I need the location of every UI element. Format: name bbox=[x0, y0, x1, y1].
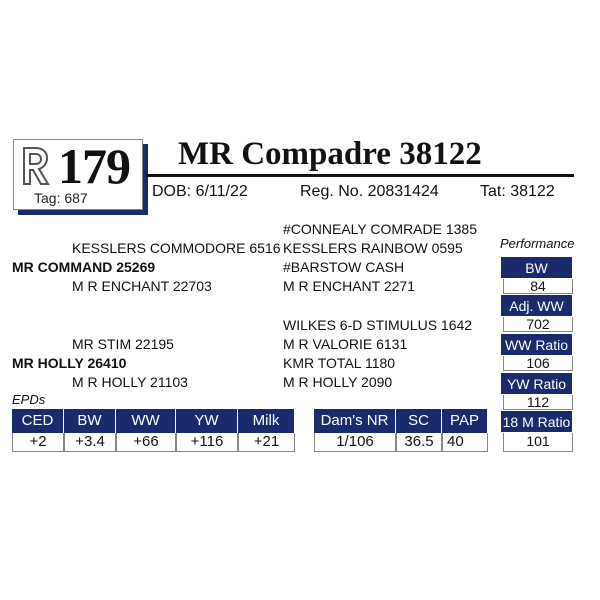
pedigree-ss-dam: KESSLERS RAINBOW 0595 bbox=[283, 240, 463, 256]
perf-value-ww-ratio: 106 bbox=[503, 356, 573, 371]
epd-value-pap: 40 bbox=[442, 433, 488, 452]
pedigree-dam-dam: M R HOLLY 21103 bbox=[72, 374, 188, 390]
title-divider bbox=[146, 174, 574, 177]
pedigree-sd-dam: M R ENCHANT 2271 bbox=[283, 278, 416, 294]
registration-number: Reg. No. 20831424 bbox=[300, 183, 439, 200]
tattoo: Tat: 38122 bbox=[480, 183, 555, 200]
epd-value-bw: +3.4 bbox=[64, 433, 116, 452]
perf-header-ww-ratio: WW Ratio bbox=[500, 333, 573, 356]
epd-header-bw: BW bbox=[64, 409, 116, 433]
epd-value-dams-nr: 1/106 bbox=[314, 433, 396, 452]
lot-number: 179 bbox=[58, 138, 130, 194]
dob: DOB: 6/11/22 bbox=[152, 183, 248, 200]
perf-header-18m-ratio: 18 M Ratio bbox=[500, 410, 573, 433]
epd-header-ced: CED bbox=[12, 409, 64, 433]
perf-header-yw-ratio: YW Ratio bbox=[500, 372, 573, 395]
pedigree-ds-dam: M R VALORIE 6131 bbox=[283, 336, 408, 352]
pedigree-ss-sire: #CONNEALY COMRADE 1385 bbox=[283, 221, 477, 237]
epd-value-sc: 36.5 bbox=[396, 433, 442, 452]
pedigree-sire-sire: KESSLERS COMMODORE 6516 bbox=[72, 240, 281, 256]
animal-name: MR Compadre 38122 bbox=[178, 136, 482, 172]
epd-value-yw: +116 bbox=[176, 433, 238, 452]
pedigree-sire-dam: M R ENCHANT 22703 bbox=[72, 278, 212, 294]
perf-header-adj-ww: Adj. WW bbox=[500, 294, 573, 317]
epd-value-milk: +21 bbox=[238, 433, 295, 452]
perf-value-adj-ww: 702 bbox=[503, 317, 573, 332]
performance-label: Performance bbox=[500, 236, 575, 251]
perf-value-18m-ratio: 101 bbox=[503, 433, 573, 452]
pedigree-dd-sire: KMR TOTAL 1180 bbox=[283, 355, 396, 371]
pedigree-dam: MR HOLLY 26410 bbox=[12, 355, 127, 371]
epds-label: EPDs bbox=[12, 392, 46, 407]
tag-number: Tag: 687 bbox=[34, 190, 88, 206]
epd-value-ced: +2 bbox=[12, 433, 64, 452]
epd-header-dams-nr: Dam's NR bbox=[314, 409, 396, 433]
pedigree-sire: MR COMMAND 25269 bbox=[12, 259, 156, 275]
pedigree-dd-dam: M R HOLLY 2090 bbox=[283, 374, 393, 390]
epd-header-ww: WW bbox=[116, 409, 176, 433]
epd-header-pap: PAP bbox=[442, 409, 488, 433]
perf-value-yw-ratio: 112 bbox=[503, 395, 573, 410]
pedigree-ds-sire: WILKES 6-D STIMULUS 1642 bbox=[283, 317, 473, 333]
epd-header-milk: Milk bbox=[238, 409, 295, 433]
perf-header-bw: BW bbox=[500, 256, 573, 279]
epd-header-sc: SC bbox=[396, 409, 442, 433]
pedigree-dam-sire: MR STIM 22195 bbox=[72, 336, 174, 352]
epd-header-yw: YW bbox=[176, 409, 238, 433]
pedigree-sd-sire: #BARSTOW CASH bbox=[283, 259, 405, 275]
perf-value-bw: 84 bbox=[503, 279, 573, 294]
lot-box bbox=[13, 139, 143, 210]
epd-value-ww: +66 bbox=[116, 433, 176, 452]
brand-logo-icon bbox=[19, 144, 53, 188]
